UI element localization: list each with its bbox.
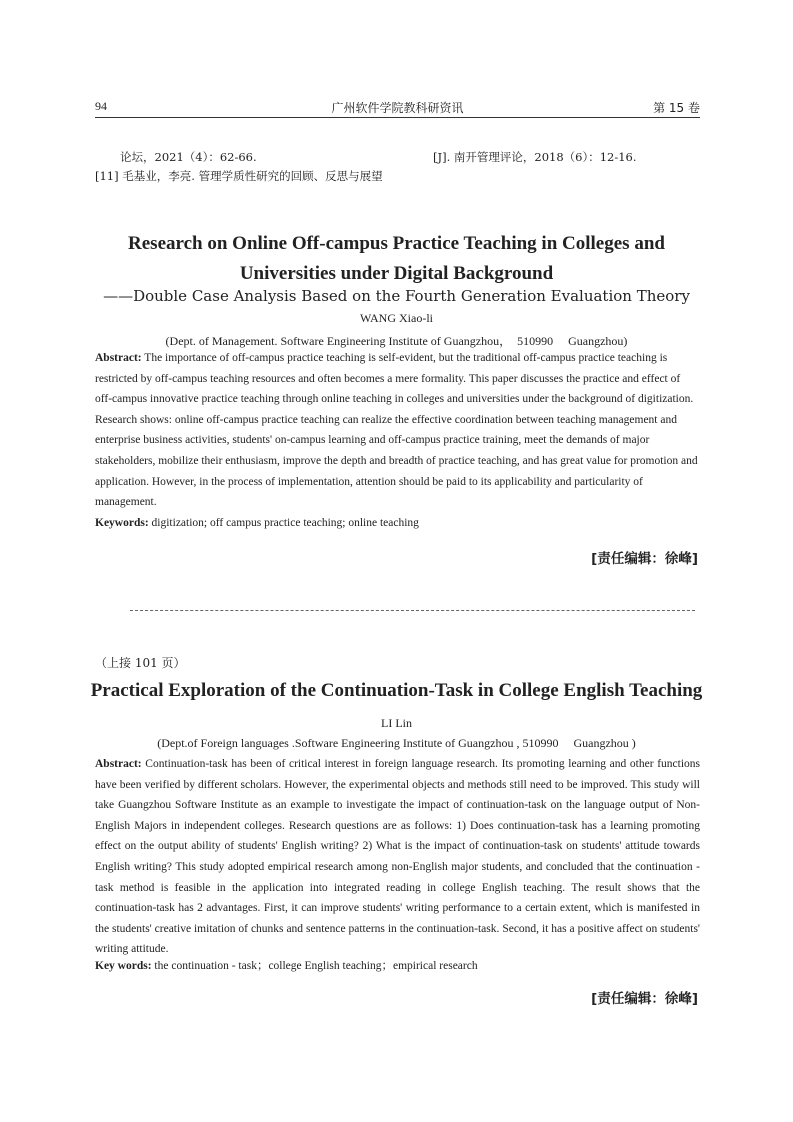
reference-line-11: [11] 毛基业，李亮. 管理学质性研究的回顾、反思与展望 <box>95 169 383 183</box>
article2-title: Practical Exploration of the Continuation-Task in College English Teaching <box>90 680 703 701</box>
article1-author: WANG Xiao-li <box>360 311 433 325</box>
article2-editor-note: [责任编辑：徐峰] <box>591 991 698 1007</box>
article1-keywords <box>95 517 700 529</box>
article1-affiliation: (Dept. of Management. Software Engineering Institute of Guangzhou， 510990 Guangzhou) <box>165 334 628 348</box>
article1-abstract <box>95 348 700 513</box>
section-divider <box>130 610 695 611</box>
article1-subtitle: ——Double Case Analysis Based on the Fourth Generation Evaluation Theory <box>103 287 690 305</box>
article2-keywords-label: Key words: <box>95 960 152 972</box>
article2-keywords <box>95 957 700 973</box>
article1-editor-note: [责任编辑：徐峰] <box>591 551 698 567</box>
reference-line-left: 论坛，2021（4）：62-66. <box>120 150 257 164</box>
article2-abstract-text: Continuation-task has been of critical interest in foreign language research. Its promoting learning and other functions have been verified by different scholars. However, the experimental objects and methods still need to be improved. This study will take Guangzhou Software Institute as an example to investigate the impact of continuation-task on the language output of Non-English Majors in independent colleges. Research questions are as follows: 1) Does continuation-task has a learning promoting effect on the output ability of students' English writing? 2) What is the impact of continuation-task on students' attitude towards English writing? This study adopted empirical research among non-English major students, and concluded that the continuation - task method is feasible in the application into integrated reading in college English teaching. The result shows that the continuation-task has 2 advantages. First, it can improve students' writing performance to a certain extent, which is manifested in the students' creative imitation of chunks and sentence patterns in the continuation-task. Second, it has a positive affect on students' writing attitude. <box>95 758 701 956</box>
article2-keywords-text: the continuation - task；college English teaching；empirical research <box>154 960 478 972</box>
article1-keywords-text: digitization; off campus practice teaching; online teaching <box>151 517 419 529</box>
article1-abstract-label: Abstract: <box>95 352 142 364</box>
article1-title-line2: Universities under Digital Background <box>239 263 554 284</box>
page-number: 94 <box>95 99 107 113</box>
article2-author: LI Lin <box>381 716 412 730</box>
article1-keywords-label: Keywords: <box>95 517 149 529</box>
journal-name: 广州软件学院教科研资讯 <box>331 101 464 115</box>
article2-abstract-label: Abstract: <box>95 758 142 770</box>
article2-abstract <box>95 754 700 960</box>
article1-title-line1: Research on Online Off-campus Practice Teaching in Colleges and <box>128 233 665 254</box>
running-header <box>95 95 700 118</box>
article2-affiliation: (Dept.of Foreign languages .Software Engineering Institute of Guangzhou , 510990 Guangzhou ) <box>157 736 636 750</box>
continuation-note: （上接 101 页） <box>95 656 186 670</box>
article1-abstract-text: The importance of off-campus practice teaching is self-evident, but the traditional off-campus practice teaching is restricted by off-campus teaching resources and often becomes a mere formality. This paper discusses the practice and effect of off-campus innovative practice teaching through online teaching in colleges and universities under the background of digitization. Research shows: online off-campus practice teaching can realize the effective coordination between teaching management and enterprise business activities, students' on-campus learning and off-campus practice training, meet the demands of major stakeholders, mobilize their enthusiasm, improve the depth and breadth of practice teaching, and has great value for promotion and application. However, in the process of implementation, attention should be paid to its applicability and particularity of management. <box>95 352 698 509</box>
volume-label: 第 15 卷 <box>653 101 700 115</box>
reference-line-right: [J]. 南开管理评论，2018（6）：12-16. <box>433 150 637 164</box>
